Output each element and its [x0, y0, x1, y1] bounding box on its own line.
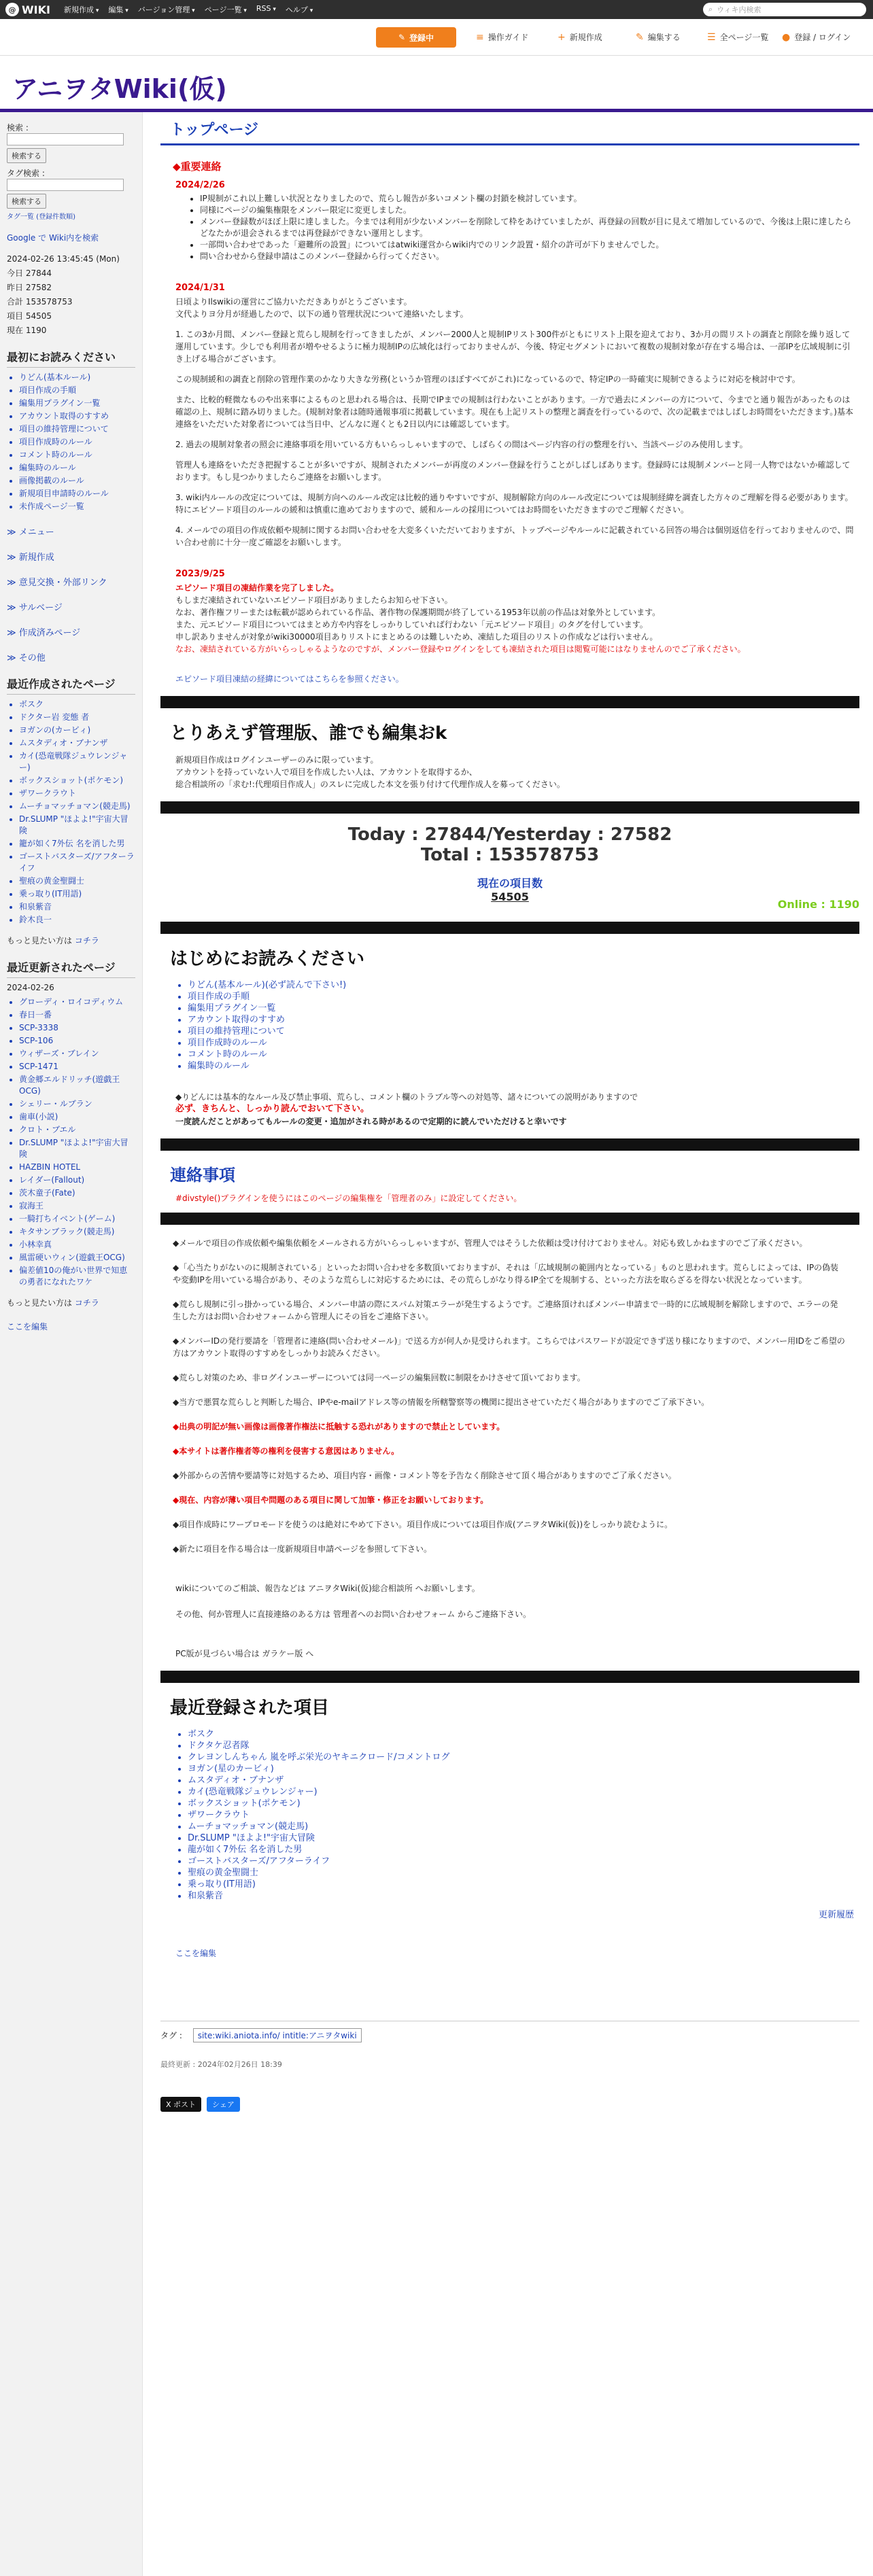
last-updated: 最終更新 : 2024年02月26日 18:39: [160, 2060, 282, 2069]
tag-area: [160, 2021, 859, 2042]
search-label: 検索 :: [7, 123, 29, 133]
sidebar-link[interactable]: • ザワークラウト: [19, 788, 135, 799]
tag-search-label: タグ検索 :: [7, 169, 45, 178]
recent-created-heading: 最近作成されたページ: [7, 676, 135, 695]
first-read-main-heading: はじめにお読みください: [170, 949, 365, 969]
sidebar-link[interactable]: • ドクター岩 変態 者: [19, 712, 135, 723]
recent-updated-heading: 最近更新されたページ: [7, 959, 135, 978]
stat-datetime: 2024-02-26 13:45:45 (Mon): [7, 254, 120, 264]
recent-item-link[interactable]: • ムスタディオ・ブナンザ: [188, 1775, 859, 1786]
register-button[interactable]: ✎ 登録中: [376, 27, 456, 48]
site-title[interactable]: アニヲタWiki(仮): [12, 74, 227, 104]
section-divider: [160, 801, 859, 814]
sidebar-link[interactable]: • ゴーストバスターズ/アフターライフ: [19, 851, 135, 874]
search-icon: ⌕: [708, 5, 713, 14]
sidebar-section-other[interactable]: ≫ その他: [7, 650, 135, 663]
sidebar-section-menu[interactable]: ≫ メニュー: [7, 525, 135, 538]
edit-info: アカウントを持っていない人で項目を作成したい人は、アカウントを取得するか、: [175, 767, 477, 777]
mobile-version-note: PC版が見づらい場合は ガラケー版 へ: [175, 1649, 314, 1658]
sidebar-link[interactable]: • グローディ・ロイコディウム: [19, 996, 135, 1008]
recent-item-link[interactable]: • Dr.SLUMP "ほよよ!"宇宙大冒険: [188, 1832, 859, 1844]
more-updated: もっと見たい方は コチラ: [7, 1298, 99, 1308]
main-link[interactable]: • 項目の維持管理について: [188, 1026, 859, 1037]
stat-total: 合計 153578753: [7, 297, 73, 307]
notice-item: • 問い合わせから登録申請はこのメンバー登録から行ってください。: [200, 251, 859, 262]
contact-item: ◆荒らし規制に引っ掛かっている場合、メンバー申請の際にスパム対策エラーが発生するようです。ご連絡頂ければメンバー申請まで一時的に広域規制を解除しますので、エラーの発生した方はお問い合わせフォームから管理人にその旨をご連絡下さい。: [173, 1300, 838, 1321]
recent-item-link[interactable]: • 和泉紫音: [188, 1890, 859, 1902]
login-button[interactable]: ● 登録 / ログイン: [782, 31, 851, 43]
contact-item: ◆項目作成時にワープロモードを使うのは絶対にやめて下さい。項目作成については項目作成(アニヲタWiki(仮))をしっかり読むように。: [173, 1520, 673, 1529]
sidebar-link[interactable]: • りどん(基本ルール): [19, 372, 135, 383]
rules-note-emphasis: 必ず、きちんと、しっかり読んでおいて下さい。: [175, 1104, 369, 1114]
notice-paragraph: もしまだ凍結されていないエピソード項目がありましたらお知らせ下さい。: [175, 595, 453, 605]
menu-pages[interactable]: ページ一覧 ▾: [205, 4, 247, 15]
contact-item: ◆当方で悪質な荒らしと判断した場合、IPやe-mailアドレス等の情報を所轄警察等の機関に提出させていただく場合がありますのでご了承下さい。: [173, 1397, 710, 1407]
sidebar-link[interactable]: • 黄金郷エルドリッチ(遊戯王OCG): [19, 1074, 135, 1097]
recent-items-heading: 最近登録された項目: [170, 1698, 330, 1718]
sidebar-link[interactable]: • ボックスショット(ポケモン): [19, 775, 135, 786]
notice-item: • メンバー登録数がほぼ上限に達しました。今までは利用が少ないメンバーを削除して枠をあけていましたが、再登録の回数が目に見えて増加しているので、今後は上限に達したらどなたかが退会されるまでは再登録ができない運用とします。: [200, 216, 859, 239]
main-link[interactable]: • コメント時のルール: [188, 1049, 859, 1060]
sidebar-search-input[interactable]: [7, 133, 124, 145]
rules-note: ◆りどんには基本的なルール及び禁止事項、荒らし、コメント欄のトラブル等への対処等、諸々についての説明がありますので: [175, 1092, 638, 1102]
sidebar-link[interactable]: • SCP-1471: [19, 1061, 135, 1073]
recent-created-list: [7, 699, 135, 926]
guide-icon: ≡: [476, 31, 484, 43]
sidebar-link[interactable]: • 編集用プラグイン一覧: [19, 398, 135, 409]
item-count-value: 54505: [491, 890, 529, 903]
sidebar-section-links[interactable]: ≫ 意見交換・外部リンク: [7, 575, 135, 588]
sidebar-link[interactable]: • 歯車(小説): [19, 1111, 135, 1123]
tag-search-input[interactable]: [7, 179, 124, 191]
main-link[interactable]: • 項目作成時のルール: [188, 1037, 859, 1049]
notice-paragraph: なお、著作権フリーまたは転載が認められている作品、著作物の保護期間が終了している1953年以前の作品は対象外としています。: [175, 608, 661, 617]
notice-paragraph: 管理人も連絡をいただき把握することが多いですが、規制されたメンバーが再度のメンバー登録を行うことがしばしばあります。登録時には規制メンバーと同一人物ではないか確認しております。もし見つかりましたらご連絡をお願いします。: [175, 460, 851, 482]
section-divider: [160, 1671, 859, 1683]
notice-item: • 一部問い合わせであった「避難所の設置」についてはatwiki運営からwiki内でのリンク設置・紹介の許可が下りませんでした。: [200, 239, 859, 251]
page-title-rule: [160, 143, 859, 145]
x-post-button[interactable]: X ポスト: [160, 2097, 201, 2112]
recent-item-link[interactable]: • ムーチョマッチョマン(競走馬): [188, 1821, 859, 1832]
menu-rss[interactable]: RSS ▾: [256, 4, 276, 15]
sidebar-link[interactable]: • 新規項目申請時のルール: [19, 488, 135, 500]
first-read-list: [7, 372, 135, 512]
main-edit-link[interactable]: ここを編集: [175, 1949, 217, 1958]
recent-item-link[interactable]: • ザワークラウト: [188, 1809, 859, 1821]
edit-info: 総合相談所の「求む!:代理項目作成人」のスレに完成した本文を張り付けて代理作成人を募ってください。: [175, 780, 565, 789]
sidebar-link[interactable]: • 鈴木良一: [19, 914, 135, 926]
contact-item: ◆外部からの苦情や要請等に対処するため、項目内容・画像・コメント等を予告なく削除させて頂く場合がありますのでご了承ください。: [173, 1471, 677, 1480]
sidebar-link[interactable]: • アカウント取得のすすめ: [19, 411, 135, 422]
sidebar-section-salvage[interactable]: ≫ サルベージ: [7, 600, 135, 613]
contact-item: ◆新たに項目を作る場合は一度新規項目申請ページを参照して下さい。: [173, 1544, 432, 1554]
notice-paragraph: 申し訳ありませんが対象がwiki30000項目ありリストにまとめるのは難しいため、凍結した項目のリストの作成などは行いません。: [175, 632, 658, 642]
total-counter: Total : 153578753: [420, 845, 600, 865]
sidebar-link[interactable]: • 寂海王: [19, 1200, 135, 1212]
sidebar-link[interactable]: • Dr.SLUMP "ほよよ!"宇宙大冒険: [19, 814, 135, 837]
main-link[interactable]: • アカウント取得のすすめ: [188, 1014, 859, 1026]
sidebar-link[interactable]: • 画像掲載のルール: [19, 475, 135, 487]
item-count-label: 現在の項目数: [477, 877, 543, 890]
tag-label: タグ :: [160, 2031, 182, 2040]
section-divider: [160, 922, 859, 934]
sidebar-link[interactable]: • 未作成ページ一覧: [19, 501, 135, 512]
sidebar-link[interactable]: • 項目作成の手順: [19, 385, 135, 396]
sidebar-link[interactable]: • ムスタディオ・ブナンザ: [19, 737, 135, 749]
contact-item: ◆メールで項目の作成依頼や編集依頼をメールされる方がいらっしゃいますが、管理人ではそうした依頼は受け付けておりません。対応も致しかねますのでご了承ください。: [173, 1238, 808, 1248]
top-navigation-bar: [0, 0, 873, 19]
freeze-complete-notice: エピソード項目の凍結作業を完了しました。: [175, 583, 339, 593]
recent-updated-list: [7, 996, 135, 1288]
sidebar-link[interactable]: • ボスク: [19, 699, 135, 710]
first-read-main-list: [160, 979, 859, 1072]
recent-item-link[interactable]: • ゴーストバスターズ/アフターライフ: [188, 1856, 859, 1867]
sidebar-link[interactable]: • レイダー(Fallout): [19, 1174, 135, 1186]
main-link[interactable]: • 編集用プラグイン一覧: [188, 1003, 859, 1014]
edit-button[interactable]: ✎ 編集する: [636, 31, 681, 43]
sidebar-link[interactable]: • クロト・ブエル: [19, 1124, 135, 1136]
more-updated-link[interactable]: コチラ: [74, 1298, 99, 1308]
sidebar-link[interactable]: • 春日一番: [19, 1009, 135, 1021]
notice-paragraph: また、元エピソード項目についてはまとめ方や内容をしっかりしていれば行わない「元エピソード項目」のタグを付しています。: [175, 620, 648, 629]
menu-edit[interactable]: 編集 ▾: [108, 4, 128, 15]
recent-item-link[interactable]: • ボスク: [188, 1728, 859, 1740]
sidebar-link[interactable]: • 偏差値10の俺がい世界で知恵の勇者になれたワケ: [19, 1265, 135, 1288]
recent-item-link[interactable]: • ボックスショット(ポケモン): [188, 1798, 859, 1809]
stat-today: 今日 27844: [7, 268, 52, 278]
contact-item: ◆荒らし対策のため、非ログインユーザーについては同一ページの編集回数に制限をかけさせて頂いております。: [173, 1373, 585, 1382]
admin-contact-note: その他、何か管理人に直接連絡のある方は 管理者へのお問い合わせフォーム からご連絡下さい。: [175, 1609, 532, 1619]
recent-items-list: [160, 1728, 859, 1902]
episode-freeze-link[interactable]: エピソード項目凍結の経緯についてはこちらを参照ください。: [175, 674, 404, 684]
menu-help[interactable]: ヘルプ ▾: [286, 4, 313, 15]
notice-date: 2024/2/26: [175, 180, 225, 190]
sidebar-link[interactable]: • 項目作成時のルール: [19, 436, 135, 448]
sidebar-link[interactable]: • SCP-106: [19, 1035, 135, 1047]
contact-item: ◆現在、内容が薄い項目や問題のある項目に関して加筆・修正をお願いしております。: [173, 1495, 489, 1505]
guide-button[interactable]: ≡ 操作ガイド: [476, 31, 529, 43]
sidebar-link[interactable]: • 一騎打ちイベント(ゲーム): [19, 1213, 135, 1225]
sidebar-link[interactable]: • SCP-3338: [19, 1022, 135, 1034]
sidebar-link[interactable]: • Dr.SLUMP "ほよよ!"宇宙大冒険: [19, 1137, 135, 1160]
sidebar-edit-link[interactable]: ここを編集: [7, 1322, 48, 1331]
updated-date: 2024-02-26: [7, 983, 54, 992]
recent-item-link[interactable]: • ヨガン(星のカービィ): [188, 1763, 859, 1775]
rules-note-periodic: 一度読んだことがあってもルールの変更・追加がされる時があるので定期的に読んでいただけると幸いです: [175, 1117, 567, 1126]
notice-paragraph: 4. メールでの項目の作成依頼や規制に関するお問い合わせを大変多くいただいておりますが、トップページやルールに記載されている回答の場合は個別返信を行っておりませんので、問い合わせ前に十分一度ご確認をお願いします。: [175, 525, 854, 547]
tag-list-link[interactable]: タグ一覧 (登録件数順): [7, 213, 75, 221]
wiki-search-input[interactable]: ⌕ ウィキ内検索: [703, 3, 866, 16]
today-counter: Today : 27844/Yesterday : 27582: [347, 824, 672, 845]
sidebar-link[interactable]: • ウィザーズ・ブレイン: [19, 1048, 135, 1060]
main-content: [160, 116, 859, 2112]
notice-date: 2024/1/31: [175, 283, 225, 293]
sidebar-link[interactable]: • キタサンブラック(競走馬): [19, 1226, 135, 1238]
pencil-icon: ✎: [398, 33, 406, 42]
online-count: Online : 1190: [777, 898, 859, 911]
recent-item-link[interactable]: • 乗っ取り(IT用語): [188, 1879, 859, 1890]
recent-item-link[interactable]: • ドクタケ忍者隊: [188, 1740, 859, 1752]
sidebar-link[interactable]: • カイ(恐竜戦隊ジュウレンジャー): [19, 750, 135, 773]
sidebar-link[interactable]: • 和泉紫音: [19, 901, 135, 913]
tag-search-button[interactable]: 検索する: [7, 194, 46, 209]
sidebar-section-created[interactable]: ≫ 作成済みページ: [7, 625, 135, 638]
wiki-consult-note: wikiについてのご相談、報告などは アニヲタWiki(仮)総合相談所 へお願いします。: [175, 1584, 480, 1593]
sidebar-link[interactable]: • コメント時のルール: [19, 449, 135, 461]
pencil-icon: ✎: [636, 31, 644, 43]
sidebar-link[interactable]: • 風雷硬いウィン(遊戯王OCG): [19, 1252, 135, 1264]
update-history-link[interactable]: 更新履歴: [818, 1910, 854, 1920]
stat-yesterday: 昨日 27582: [7, 283, 52, 292]
logo-text: WIKI: [22, 3, 50, 16]
sidebar-section-new[interactable]: ≫ 新規作成: [7, 550, 135, 563]
contact-heading: 連絡事項: [170, 1166, 235, 1185]
sidebar-search-button[interactable]: 検索する: [7, 148, 46, 163]
stat-current: 現在 1190: [7, 326, 47, 335]
sidebar-link[interactable]: • 茨木童子(Fate): [19, 1187, 135, 1199]
share-buttons: [160, 2097, 859, 2112]
sidebar-link[interactable]: • 編集時のルール: [19, 462, 135, 474]
first-read-heading: 最初にお読みください: [7, 349, 135, 368]
menu-version[interactable]: バージョン管理 ▾: [138, 4, 195, 15]
plus-icon: +: [558, 31, 566, 43]
at-icon: @: [5, 3, 19, 16]
list-icon: ☰: [707, 31, 716, 43]
notice-date: 2023/9/25: [175, 569, 225, 579]
all-pages-button[interactable]: ☰ 全ページ一覧: [707, 31, 769, 43]
notice-warning: なお、凍結されている方がいらっしゃるようなのですが、メンバー登録やログインをしても凍結された項目は閲覧可能にはなりませんのでご了承ください。: [175, 644, 746, 654]
recent-item-link[interactable]: • 聖痕の黄金聖闘士: [188, 1867, 859, 1879]
page-title: トップページ: [170, 122, 259, 139]
recent-item-link[interactable]: • 龍が如く7外伝 名を消した男: [188, 1844, 859, 1856]
notice-paragraph: 文代よりヨ分月が経過したので、以下の通り管理状況について連絡いたします。: [175, 309, 468, 319]
sidebar-link[interactable]: • ヨガンの(カービィ): [19, 725, 135, 736]
more-created-link[interactable]: コチラ: [74, 936, 99, 945]
plugin-note: #divstyle()プラグインを使うにはこのページの編集権を「管理者のみ」に設定してください。: [175, 1194, 522, 1203]
sidebar-link[interactable]: • 乗っ取り(IT用語): [19, 888, 135, 900]
sidebar-link[interactable]: • シェリー・ルブラン: [19, 1098, 135, 1110]
notice-paragraph: 3. wiki内ルールの改定については、規制方向へのルール改定は比較的通りやすいですが、規制解除方向のルール改定については規制経緯を調査した方々のご理解を得る必要があります。特にエピソード項目のルールの緩和は慎重に進めておりますので、緩和ルールの採用についてはお時間をいただきますのでご理解ください。: [175, 493, 853, 515]
main-link[interactable]: • りどん(基本ルール)(必ず読んで下さい!): [188, 979, 859, 991]
atwiki-logo[interactable]: [5, 3, 50, 16]
tag-chip[interactable]: site:wiki.aniota.info/ intitle:アニヲタwiki: [193, 2028, 362, 2042]
left-sidebar: [0, 112, 143, 2576]
sidebar-link[interactable]: • HAZBIN HOTEL: [19, 1162, 135, 1173]
contact-item: ◆メンバーIDの発行要請を「管理者に連絡(問い合わせメール)」で送る方が何人か見受けられます。こちらではパスワードが設定できず送り様になりますので、メンバー用IDをご希望の方はアカウント取得のすすめをしっかりお読みください。: [173, 1336, 845, 1358]
recent-item-link[interactable]: • カイ(恐竜戦隊ジュウレンジャー): [188, 1786, 859, 1798]
facebook-share-button[interactable]: シェア: [207, 2097, 240, 2112]
sidebar-link[interactable]: • 項目の維持管理について: [19, 423, 135, 435]
section-divider: [160, 1213, 859, 1225]
sidebar-link[interactable]: • 籠が如く7外伝 名を消した男: [19, 838, 135, 850]
user-icon: ●: [782, 31, 791, 43]
contact-item: ◆本サイトは著作権者等の権利を侵害する意図はありません。: [173, 1446, 400, 1456]
section-divider: [160, 696, 859, 708]
sidebar-link[interactable]: • 小林幸真: [19, 1239, 135, 1251]
section-divider: [160, 1138, 859, 1151]
contact-item: ◆出典の明記が無い画像は画像著作権法に抵触する恐れがありますので禁止としています。: [173, 1422, 505, 1431]
new-page-button[interactable]: + 新規作成: [558, 31, 602, 43]
important-heading: ◆重要連絡: [173, 160, 222, 173]
main-link[interactable]: • 編集時のルール: [188, 1060, 859, 1072]
contact-item: ◆「心当たりがないのに規制されている」といったお問い合わせを多数頂いておりますが、それは「広域規制の範囲内となっている」ものと思われます。荒らしによっては、IPの偽装や変動IPを用いている場合があり、そのような荒らしに対応するためには、その荒らしがなり得るIP全てを規制する、といった方法を取らざるを得ない状況となっています。: [173, 1263, 839, 1285]
page-toolbar: [0, 19, 873, 56]
notice-paragraph: 2. 過去の規制対象者の照会に連絡事項を用いている方もいらっしゃいますので、しばらくの間はページ内容の行の整理を行い、当該ページのみ使用します。: [175, 440, 748, 449]
sidebar-link[interactable]: • ムーチョマッチョマン(競走馬): [19, 801, 135, 812]
notice-paragraph: また、比較的軽微なものや出来事によるものと思われる場合は、長期でIPまでの規制は行わないことがあります。一方で過去にメンバーの方について、今までと通り報告があったものは確認の上、規制に踏み切りました。(規制対象者は随時通報事項に掲載しています。現在も上記リストの整理と調査を行っているので、次の記載まではしばしお時間をいただきます。)基本連絡をいただいた対象者については当日中、どんなに遅くとも2日以内には確認しています。: [175, 395, 853, 429]
stat-items: 項目 54505: [7, 311, 52, 321]
notice-list: [160, 193, 859, 262]
menu-new[interactable]: 新規作成 ▾: [64, 4, 99, 15]
recent-item-link[interactable]: • クレヨンしんちゃん 嵐を呼ぶ栄光のヤキニクロード/コメントログ: [188, 1752, 859, 1763]
notice-item: • 同様にページの編集権限をメンバー限定に変更しました。: [200, 205, 859, 216]
main-link[interactable]: • 項目作成の手順: [188, 991, 859, 1003]
sidebar-link[interactable]: • 聖痕の黄金聖闘士: [19, 875, 135, 887]
notice-paragraph: 日頃よりIlswikiの運営にご協力いただきありがとうございます。: [175, 297, 412, 307]
notice-paragraph: 1. この3か月間、メンバー登録と荒らし規制を行ってきましたが、メンバー2000人と規制IPリスト300件がともにリスト上限を迎えており、3か月の間リストの調査と削除を繰り返して運用しています。少しでも利用者が増やせるように極力規制IPの広域化は行っておりませんが、今後、特定セグメントにおいて複数の規制対象が存在する場合は、一部IPを広域規制に引き上げる場合がございます。: [175, 330, 851, 364]
google-search-link[interactable]: Google で Wiki内を検索: [7, 233, 99, 243]
more-created: もっと見たい方は コチラ: [7, 936, 99, 945]
notice-item: • IP規制がこれ以上難しい状況となりましたので、荒らし報告が多いコメント欄の封鎖を検討しています。: [200, 193, 859, 205]
site-stats: [7, 254, 135, 336]
edit-info: 新規項目作成はログインユーザーのみに限っています。: [175, 755, 379, 765]
notice-paragraph: この規制緩和の調査と削除の管理作業のかなり大きな労務(というか管理のほぼすべてがこれ)になっているので、特定IPの一時確実に規制できるように対応を検討中です。: [175, 375, 800, 384]
edit-ok-heading: とりあえず管理版、誰でも編集おk: [170, 723, 447, 744]
